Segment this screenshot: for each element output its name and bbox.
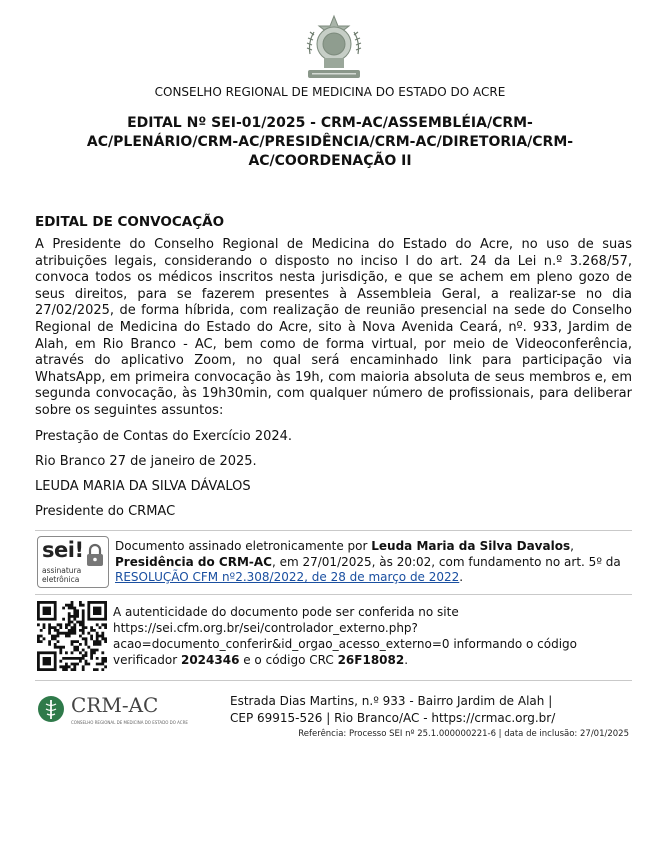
verifier-code: 2024346 [180, 653, 240, 667]
authenticity-text [113, 604, 630, 668]
signature-text-middle: , em 27/01/2025, às 20:02, com fundamento no art. 5º da [271, 554, 621, 569]
council-name: CONSELHO REGIONAL DE MEDICINA DO ESTADO DO ACRE [154, 85, 506, 99]
signature-text-separator: , [570, 539, 574, 553]
coat-of-arms-emblem [304, 14, 364, 82]
signature-text-end: . [459, 570, 464, 584]
resolution-link[interactable]: RESOLUÇÃO CFM nº2.308/2022, de 28 de março de 2022 [115, 570, 460, 584]
electronic-signature-text [115, 539, 630, 586]
authenticity-text-end: . [404, 653, 409, 667]
sei-caption: assinatura eletrônica [42, 566, 82, 584]
divider [35, 530, 632, 531]
authenticity-text-intro: A autenticidade do documento pode ser conferida no site https://sei.cfm.org.br/sei/controlador_externo.php?acao=documento_conferir&id_orgao_acesso_externo=0 informando o código verificador [113, 605, 577, 667]
divider [35, 680, 632, 681]
agenda-item: Prestação de Contas do Exercício 2024. [35, 429, 293, 444]
address-line-2: CEP 69915-526 | Rio Branco/AC - https://crmac.org.br/ [230, 711, 556, 725]
signature-text-intro: Documento assinado eletronicamente por [115, 539, 372, 553]
authenticity-text-middle: e o código CRC [239, 653, 338, 667]
qr-code [37, 601, 107, 671]
signer-name: LEUDA MARIA DA SILVA DÁVALOS [35, 479, 251, 494]
crm-ac-logo [37, 691, 188, 731]
logo-subtitle: CONSELHO REGIONAL DE MEDICINA DO ESTADO DO ACRE [71, 720, 188, 725]
divider [35, 594, 632, 595]
convocation-paragraph: A Presidente do Conselho Regional de Medicina do Estado do Acre, no uso de suas atribuições legais, considerando o disposto no inciso I do art. 24 da Lei n.º 3.268/57, convoca todos os médicos inscritos nesta jurisdição, e que se achem em pleno gozo de seus direitos, para se fazerem presentes à Assembleia Geral, a realizar-se no dia 27/02/2025, de forma híbrida, com realização de reunião presencial na sede do Conselho Regional de Medicina do Estado do Acre, sito à Nova Avenida Ceará, nº. 933, Jardim de Alah, em Rio Branco - AC, bem como de forma virtual, por meio de Videoconferência, através do aplicativo Zoom, no qual será encaminhado link para participação via WhatsApp, em primeira convocação às 19h, com maioria absoluta de seus membros e, em segunda convocação, às 19h30min, com qualquer número de profissionais, para deliberar sobre os seguintes assuntos: [35, 237, 632, 418]
edital-title: EDITAL Nº SEI-01/2025 - CRM-AC/ASSEMBLÉIA/CRM-AC/PLENÁRIO/CRM-AC/PRESIDÊNCIA/CRM-AC/DIRETORIA/CRM-AC/COORDENAÇÃO II [86, 115, 574, 169]
caduceus-logo-icon [37, 695, 65, 723]
signature-role: Presidência do CRM-AC [115, 554, 272, 569]
sei-logo-word: sei! [42, 538, 84, 562]
process-reference: Referência: Processo SEI nº 25.1.000000221-6 | data de inclusão: 27/01/2025 [298, 729, 629, 739]
lock-icon [84, 543, 106, 567]
crc-code: 26F18082 [337, 653, 405, 667]
place-date: Rio Branco 27 de janeiro de 2025. [35, 454, 257, 469]
address-line-1: Estrada Dias Martins, n.º 933 - Bairro Jardim de Alah | [230, 694, 553, 708]
logo-name: CRM-AC [71, 693, 159, 717]
signature-signer: Leuda Maria da Silva Davalos [371, 539, 571, 553]
sei-signature-badge [37, 536, 109, 588]
signer-role: Presidente do CRMAC [35, 504, 176, 519]
section-heading: EDITAL DE CONVOCAÇÃO [35, 214, 225, 230]
